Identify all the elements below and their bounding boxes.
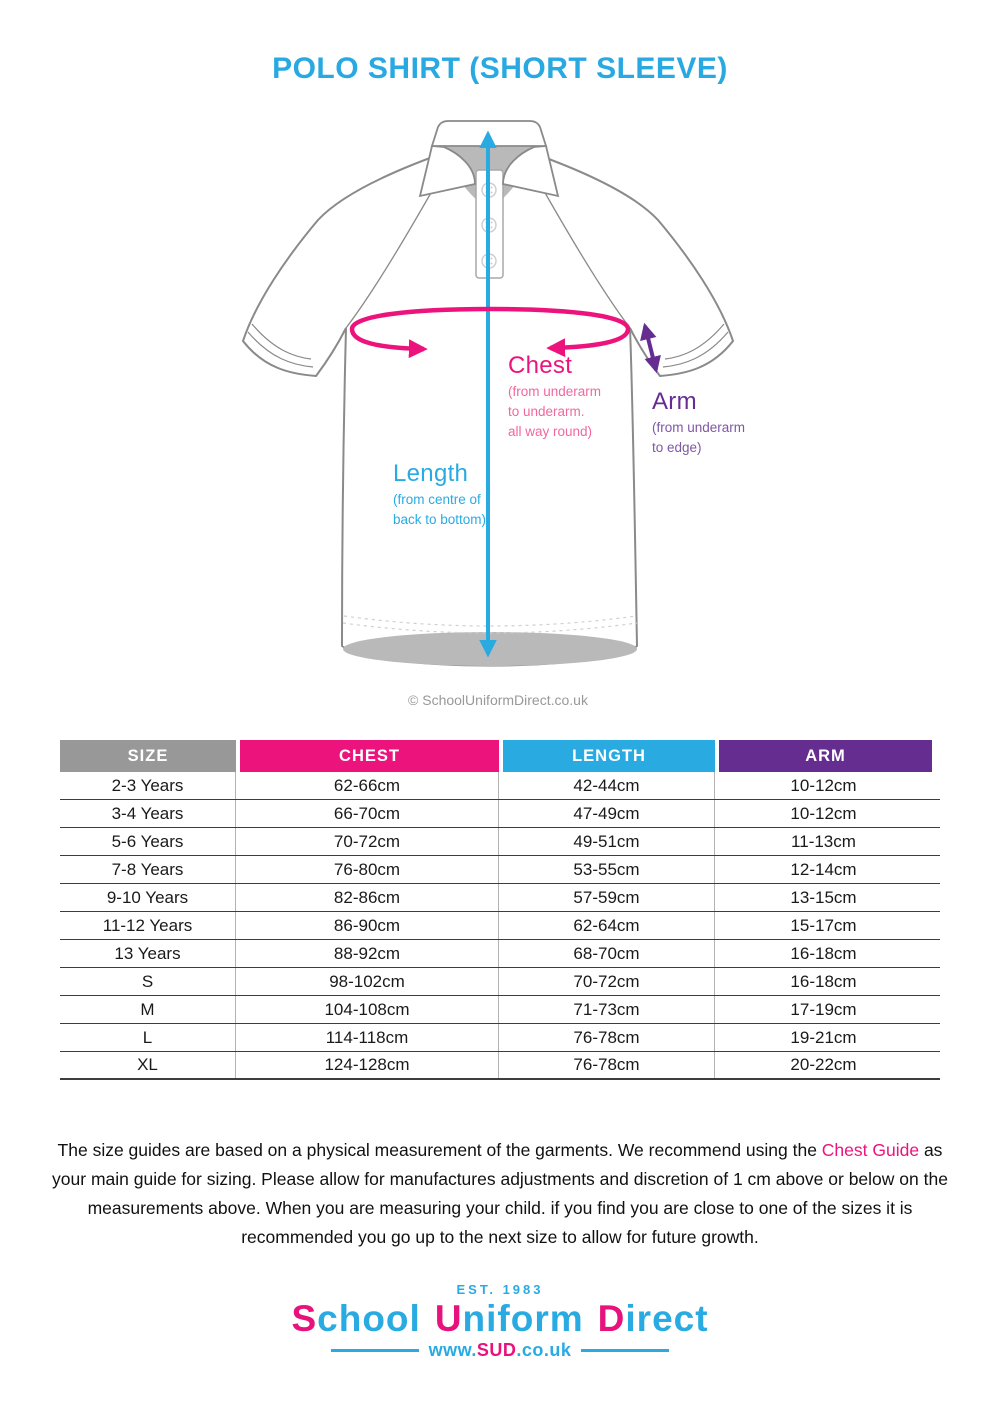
cell-arm: 12-14cm: [790, 859, 857, 879]
sizing-note: [45, 1136, 955, 1252]
arm-measure-label: [652, 388, 745, 458]
table-row: [60, 996, 940, 1024]
header-chest: CHEST: [240, 740, 499, 772]
header-length: LENGTH: [503, 740, 715, 772]
cell-length: 42-44cm: [499, 772, 715, 799]
length-label-desc: (from centre of back to bottom): [393, 492, 487, 527]
cell-chest: 76-80cm: [236, 856, 499, 883]
table-row: [60, 828, 940, 856]
cell-size: XL: [60, 1052, 236, 1078]
cell-size: 3-4 Years: [60, 800, 236, 827]
size-chart-table: [60, 740, 940, 1080]
cell-chest: 70-72cm: [236, 828, 499, 855]
logo-dash-right: [581, 1349, 669, 1352]
cell-size: 11-12 Years: [60, 912, 236, 939]
cell-length: 68-70cm: [499, 940, 715, 967]
length-label-title: Length: [393, 460, 469, 487]
cell-arm: 13-15cm: [790, 887, 857, 907]
chest-label-desc: (from underarm to underarm. all way round): [508, 384, 602, 439]
cell-arm: 19-21cm: [790, 1027, 857, 1047]
cell-arm: 10-12cm: [790, 775, 857, 795]
cell-arm: 15-17cm: [790, 915, 857, 935]
cell-chest: 82-86cm: [236, 884, 499, 911]
logo-dash-left: [331, 1349, 419, 1352]
cell-length: 71-73cm: [499, 996, 715, 1023]
cell-chest: 124-128cm: [236, 1052, 499, 1078]
table-row: [60, 1052, 940, 1080]
chest-label-title: Chest: [508, 352, 573, 379]
cell-chest: 114-118cm: [236, 1024, 499, 1051]
cell-arm: 16-18cm: [790, 971, 857, 991]
cell-length: 49-51cm: [499, 828, 715, 855]
cell-arm: 10-12cm: [790, 803, 857, 823]
cell-arm: 11-13cm: [791, 831, 856, 851]
cell-size: 5-6 Years: [60, 828, 236, 855]
cell-size: S: [60, 968, 236, 995]
cell-size: M: [60, 996, 236, 1023]
arm-label-title: Arm: [652, 388, 697, 415]
logo-name: School Uniform Direct: [291, 1298, 709, 1339]
logo-url: www. SUD .co.uk: [0, 1340, 1000, 1361]
table-row: [60, 800, 940, 828]
header-arm: ARM: [719, 740, 932, 772]
table-row: [60, 772, 940, 800]
cell-length: 76-78cm: [499, 1052, 715, 1078]
cell-arm: 20-22cm: [790, 1055, 857, 1074]
cell-chest: 98-102cm: [236, 968, 499, 995]
table-row: [60, 940, 940, 968]
table-row: [60, 1024, 940, 1052]
cell-chest: 88-92cm: [236, 940, 499, 967]
table-row: [60, 968, 940, 996]
table-row: [60, 884, 940, 912]
brand-logo: [0, 1282, 1000, 1361]
cell-arm: 16-18cm: [790, 943, 857, 963]
cell-length: 57-59cm: [499, 884, 715, 911]
cell-size: 9-10 Years: [60, 884, 236, 911]
cell-arm: 17-19cm: [790, 999, 857, 1019]
logo-established-text: EST. 1983: [456, 1282, 544, 1297]
sizing-note-text-after: as your main guide for sizing. Please allow for manufactures adjustments and discretion of 1 cm above or below on the measurements above. When you are measuring your child. if you find you are close to one of the sizes it is recommended you go up to the next size to allow for future growth.: [52, 1140, 948, 1247]
cell-size: 13 Years: [60, 940, 236, 967]
sizing-note-text-before: The size guides are based on a physical measurement of the garments. We recommend using the: [57, 1140, 822, 1160]
cell-size: 7-8 Years: [60, 856, 236, 883]
table-header-row: [60, 740, 940, 772]
cell-chest: 104-108cm: [236, 996, 499, 1023]
cell-size: 2-3 Years: [60, 772, 236, 799]
cell-chest: 66-70cm: [236, 800, 499, 827]
page-title: POLO SHIRT (SHORT SLEEVE): [272, 52, 728, 85]
header-size: SIZE: [60, 740, 236, 772]
cell-chest: 62-66cm: [236, 772, 499, 799]
cell-length: 76-78cm: [499, 1024, 715, 1051]
cell-size: L: [60, 1024, 236, 1051]
cell-chest: 86-90cm: [236, 912, 499, 939]
table-row: [60, 856, 940, 884]
arm-label-desc: (from underarm to edge): [652, 420, 746, 455]
cell-length: 47-49cm: [499, 800, 715, 827]
polo-shirt-illustration: [228, 106, 768, 718]
cell-length: 70-72cm: [499, 968, 715, 995]
chest-measure-label: [508, 352, 601, 442]
length-measure-label: [393, 460, 486, 530]
cell-length: 53-55cm: [499, 856, 715, 883]
copyright-text: © SchoolUniformDirect.co.uk: [408, 692, 588, 708]
table-row: [60, 912, 940, 940]
chest-guide-highlight: Chest Guide: [821, 1140, 920, 1160]
cell-length: 62-64cm: [499, 912, 715, 939]
